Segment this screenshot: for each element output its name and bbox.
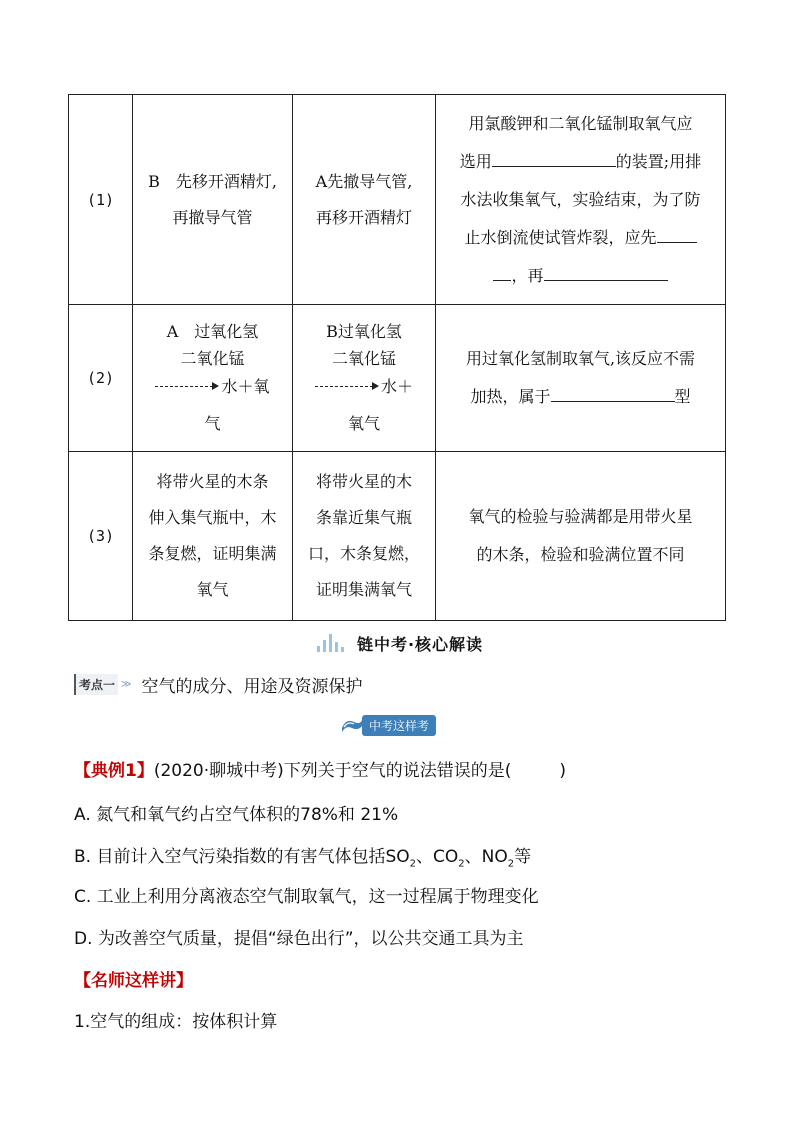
question-close-paren: ) bbox=[559, 761, 567, 781]
table-row bbox=[69, 305, 726, 452]
option-d: D. 为改善空气质量，提倡“绿色出行”，以公共交通工具为主 bbox=[74, 929, 524, 949]
note-cell bbox=[436, 95, 726, 305]
cell-line: 再撤导气管 bbox=[172, 207, 253, 227]
cell-line: 用氯酸钾和二氧化锰制取氧气应 bbox=[468, 113, 693, 133]
option-b-cell bbox=[133, 452, 293, 621]
cell-line bbox=[444, 143, 717, 181]
text-run: 选用 bbox=[459, 151, 492, 171]
keypoint-text: 空气的成分、用途及资源保护 bbox=[141, 677, 363, 697]
row-index: (2) bbox=[69, 305, 133, 452]
reactant-text: B过氧化氢 bbox=[326, 322, 402, 341]
product-text: 水＋氧 bbox=[221, 376, 270, 396]
text-run: 等 bbox=[514, 847, 532, 867]
option-a: A. 氮气和氧气约占空气体积的78%和 21% bbox=[74, 805, 399, 825]
option-a-cell bbox=[293, 95, 436, 305]
option-a-reaction-cell bbox=[133, 305, 293, 452]
answer-blank[interactable] bbox=[492, 147, 616, 167]
note-cell bbox=[436, 305, 726, 452]
comparison-table bbox=[68, 94, 726, 621]
cell-line bbox=[444, 219, 717, 257]
point-one: 1.空气的组成：按体积计算 bbox=[74, 1012, 278, 1032]
table-row bbox=[69, 452, 726, 621]
cell-line bbox=[444, 257, 717, 295]
ribbon-icon bbox=[340, 716, 364, 734]
arrow-icon bbox=[315, 386, 373, 387]
product-text: 氧气 bbox=[347, 414, 380, 433]
cell-line: 条靠近集气瓶 bbox=[315, 508, 412, 527]
cell-line: 口，木条复燃， bbox=[307, 544, 420, 563]
option-b-cell bbox=[133, 95, 293, 305]
keypoint-tag: 考点一 bbox=[74, 674, 118, 695]
cell-line: 水法收集氧气，实验结束，为了防 bbox=[460, 189, 701, 209]
section-title-text: 链中考·核心解读 bbox=[356, 634, 484, 654]
cell-line: 证明集满氧气 bbox=[315, 580, 412, 599]
double-chevron-icon: ≫ bbox=[121, 679, 132, 690]
cell-line: 的木条，检验和验满位置不同 bbox=[476, 545, 685, 564]
table-row bbox=[69, 95, 726, 305]
cell-line: 条复燃，证明集满 bbox=[148, 544, 277, 563]
cell-line: 氧气的检验与验满都是用带火星 bbox=[468, 507, 693, 526]
text-run: 止水倒流使试管炸裂，应先 bbox=[464, 227, 657, 247]
teacher-heading: 【名师这样讲】 bbox=[74, 971, 193, 991]
badge-label: 中考这样考 bbox=[362, 715, 436, 736]
text-run: B. 目前计入空气污染指数的有害气体包括SO bbox=[74, 847, 410, 867]
question-stem: (2020·聊城中考)下列关于空气的说法错误的是( bbox=[153, 761, 512, 781]
reaction-arrow bbox=[315, 349, 413, 399]
answer-blank[interactable] bbox=[493, 261, 511, 281]
example-question bbox=[74, 756, 566, 781]
option-b-reaction-cell bbox=[293, 305, 436, 452]
bar-chart-icon bbox=[317, 634, 347, 652]
text-run: 的装置;用排 bbox=[615, 151, 702, 171]
text-run: 加热，属于 bbox=[470, 387, 551, 406]
product-text: 气 bbox=[204, 414, 221, 433]
keypoint-heading bbox=[74, 672, 362, 697]
answer-blank[interactable] bbox=[551, 382, 675, 402]
cell-line: 伸入集气瓶中，木 bbox=[148, 508, 277, 527]
subscript: 2 bbox=[458, 858, 465, 870]
reactant-text: A 过氧化氢 bbox=[166, 322, 259, 341]
subscript: 2 bbox=[507, 858, 515, 870]
cell-line: B 先移开酒精灯, bbox=[148, 171, 277, 191]
text-run: 型 bbox=[674, 387, 691, 406]
note-cell bbox=[436, 452, 726, 621]
subscript: 2 bbox=[409, 858, 417, 870]
section-title bbox=[270, 630, 530, 656]
cell-line: 将带火星的木条 bbox=[156, 472, 269, 491]
exam-badge bbox=[340, 714, 436, 736]
cell-line: 再移开酒精灯 bbox=[315, 207, 412, 227]
text-run: ，再 bbox=[511, 265, 544, 285]
cell-line bbox=[444, 378, 717, 416]
product-text: 水＋ bbox=[380, 376, 413, 396]
option-b bbox=[74, 842, 531, 869]
answer-blank[interactable] bbox=[544, 261, 668, 281]
catalyst-label: 二氧化锰 bbox=[180, 349, 245, 368]
cell-line: 用过氧化氢制取氧气,该反应不需 bbox=[465, 349, 696, 368]
row-index: (3) bbox=[69, 452, 133, 621]
cell-line: A先撤导气管, bbox=[315, 171, 413, 191]
row-index: (1) bbox=[69, 95, 133, 305]
arrow-icon bbox=[155, 386, 213, 387]
reaction-arrow bbox=[155, 349, 269, 399]
catalyst-label: 二氧化锰 bbox=[331, 349, 396, 368]
cell-line: 将带火星的木 bbox=[315, 472, 412, 491]
answer-blank[interactable] bbox=[657, 223, 697, 243]
example-label: 【典例1】 bbox=[74, 761, 154, 781]
option-a-cell bbox=[293, 452, 436, 621]
text-run: 、NO bbox=[464, 847, 508, 867]
cell-line: 氧气 bbox=[196, 580, 229, 599]
option-c: C. 工业上利用分离液态空气制取氧气，这一过程属于物理变化 bbox=[74, 887, 539, 907]
text-run: 、CO bbox=[416, 847, 459, 867]
